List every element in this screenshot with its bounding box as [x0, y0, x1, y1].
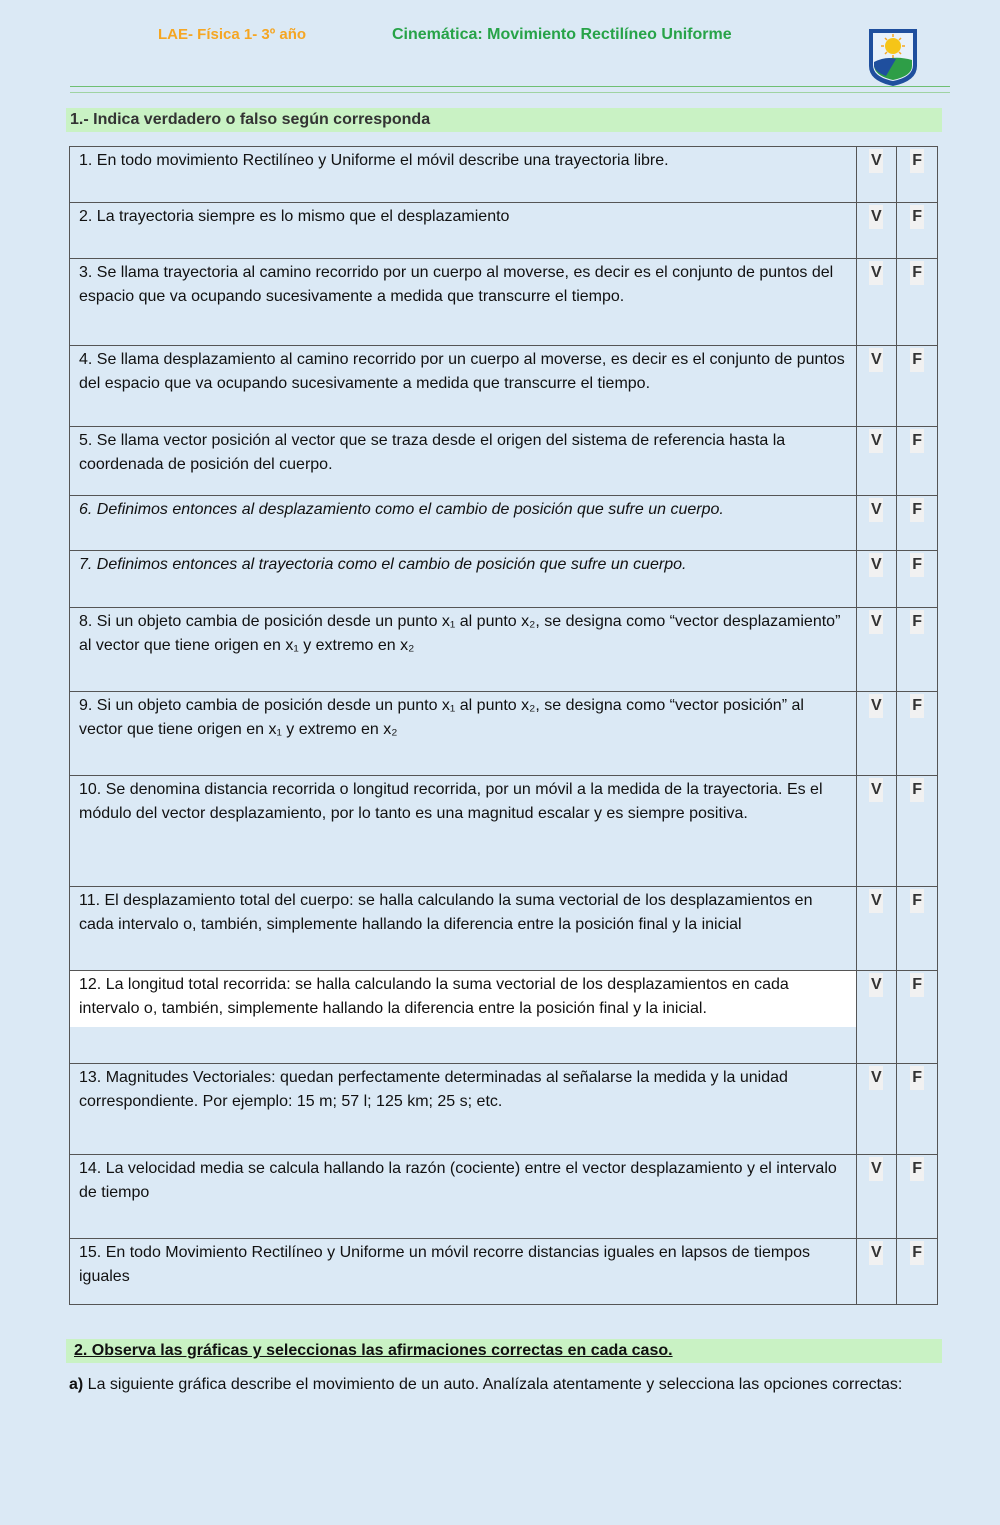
- table-row: [70, 692, 938, 776]
- part-a-label: a): [69, 1376, 84, 1393]
- false-option[interactable]: F: [910, 149, 924, 173]
- table-row: [70, 887, 938, 971]
- false-option[interactable]: F: [910, 1066, 924, 1090]
- table-row: [70, 1064, 938, 1155]
- question-text: 12. La longitud total recorrida: se halla calculando la suma vectorial de los desplazamientos en cada intervalo o, también, simplemente hallando la diferencia entre la posición final y la inicial.: [70, 971, 856, 1027]
- true-option[interactable]: V: [869, 778, 883, 802]
- true-option[interactable]: V: [869, 498, 883, 522]
- part-a-text: La siguiente gráfica describe el movimiento de un auto. Analízala atentamente y selecciona las opciones correctas:: [83, 1376, 903, 1393]
- table-row: [70, 147, 938, 203]
- table-row: [70, 1155, 938, 1239]
- table-row: [70, 346, 938, 427]
- false-option[interactable]: F: [910, 1157, 924, 1181]
- table-row: [70, 608, 938, 692]
- false-option[interactable]: F: [910, 429, 924, 453]
- course-label: LAE- Física 1- 3º año: [158, 26, 307, 43]
- false-option[interactable]: F: [910, 889, 924, 913]
- question-text: 11. El desplazamiento total del cuerpo: se halla calculando la suma vectorial de los desplazamientos en cada intervalo o, también, simplemente hallando la diferencia entre la posición final y la inicial: [70, 887, 857, 971]
- false-option[interactable]: F: [910, 553, 924, 577]
- true-option[interactable]: V: [869, 610, 883, 634]
- question-text: 3. Se llama trayectoria al camino recorrido por un cuerpo al moverse, es decir es el conjunto de puntos del espacio que va ocupando sucesivamente a medida que transcurre el tiempo.: [70, 259, 857, 346]
- question-text: 15. En todo Movimiento Rectilíneo y Uniforme un móvil recorre distancias iguales en lapsos de tiempos iguales: [70, 1239, 857, 1305]
- false-option[interactable]: F: [910, 694, 924, 718]
- false-option[interactable]: F: [910, 610, 924, 634]
- header-divider-2: [70, 92, 950, 93]
- section-2-title: 2. Observa las gráficas y seleccionas las afirmaciones correctas en cada caso.: [66, 1339, 942, 1363]
- true-option[interactable]: V: [869, 205, 883, 229]
- table-row: [70, 203, 938, 259]
- question-text: 4. Se llama desplazamiento al camino recorrido por un cuerpo al moverse, es decir es el conjunto de puntos del espacio que va ocupando sucesivamente a medida que transcurre el tiempo.: [70, 346, 857, 427]
- true-option[interactable]: V: [869, 429, 883, 453]
- question-text: 9. Si un objeto cambia de posición desde un punto x₁ al punto x₂, se designa como “vector posición” al vector que tiene origen en x₁ y extremo en x₂: [70, 692, 857, 776]
- true-option[interactable]: V: [869, 261, 883, 285]
- table-row: [70, 971, 938, 1064]
- part-a-instruction: [69, 1373, 939, 1397]
- question-text: 6. Definimos entonces al desplazamiento como el cambio de posición que sufre un cuerpo.: [70, 496, 857, 551]
- true-false-table: [69, 146, 938, 1305]
- false-option[interactable]: F: [910, 1241, 924, 1265]
- false-option[interactable]: F: [910, 778, 924, 802]
- question-text: 5. Se llama vector posición al vector que se traza desde el origen del sistema de referencia hasta la coordenada de posición del cuerpo.: [70, 427, 857, 496]
- school-crest-icon: [866, 26, 920, 88]
- section-1-title: 1.- Indica verdadero o falso según corresponda: [66, 108, 942, 132]
- true-option[interactable]: V: [869, 973, 883, 997]
- table-row: [70, 776, 938, 887]
- question-text: 2. La trayectoria siempre es lo mismo que el desplazamiento: [70, 203, 857, 259]
- question-text: 13. Magnitudes Vectoriales: quedan perfectamente determinadas al señalarse la medida y la unidad correspondiente. Por ejemplo: 15 m; 57 l; 125 km; 25 s; etc.: [70, 1064, 857, 1155]
- header-divider: [70, 86, 950, 87]
- false-option[interactable]: F: [910, 261, 924, 285]
- true-option[interactable]: V: [869, 149, 883, 173]
- table-row: [70, 1239, 938, 1305]
- true-option[interactable]: V: [869, 1157, 883, 1181]
- topic-title: Cinemática: Movimiento Rectilíneo Uniforme: [392, 26, 732, 43]
- question-text: 14. La velocidad media se calcula hallando la razón (cociente) entre el vector desplazamiento y el intervalo de tiempo: [70, 1155, 857, 1239]
- false-option[interactable]: F: [910, 348, 924, 372]
- question-text: 8. Si un objeto cambia de posición desde un punto x₁ al punto x₂, se designa como “vector desplazamiento” al vector que tiene origen en x₁ y extremo en x₂: [70, 608, 857, 692]
- true-option[interactable]: V: [869, 1066, 883, 1090]
- table-row: [70, 551, 938, 608]
- true-option[interactable]: V: [869, 348, 883, 372]
- table-row: [70, 427, 938, 496]
- false-option[interactable]: F: [910, 498, 924, 522]
- true-option[interactable]: V: [869, 553, 883, 577]
- true-option[interactable]: V: [869, 1241, 883, 1265]
- table-row: [70, 259, 938, 346]
- question-text: 7. Definimos entonces al trayectoria como el cambio de posición que sufre un cuerpo.: [70, 551, 857, 608]
- true-option[interactable]: V: [869, 889, 883, 913]
- false-option[interactable]: F: [910, 205, 924, 229]
- false-option[interactable]: F: [910, 973, 924, 997]
- question-text: 1. En todo movimiento Rectilíneo y Uniforme el móvil describe una trayectoria libre.: [70, 147, 857, 203]
- table-row: [70, 496, 938, 551]
- true-option[interactable]: V: [869, 694, 883, 718]
- question-text: 10. Se denomina distancia recorrida o longitud recorrida, por un móvil a la medida de la trayectoria. Es el módulo del vector desplazamiento, por lo tanto es una magnitud escalar y es siempre positiva.: [70, 776, 857, 887]
